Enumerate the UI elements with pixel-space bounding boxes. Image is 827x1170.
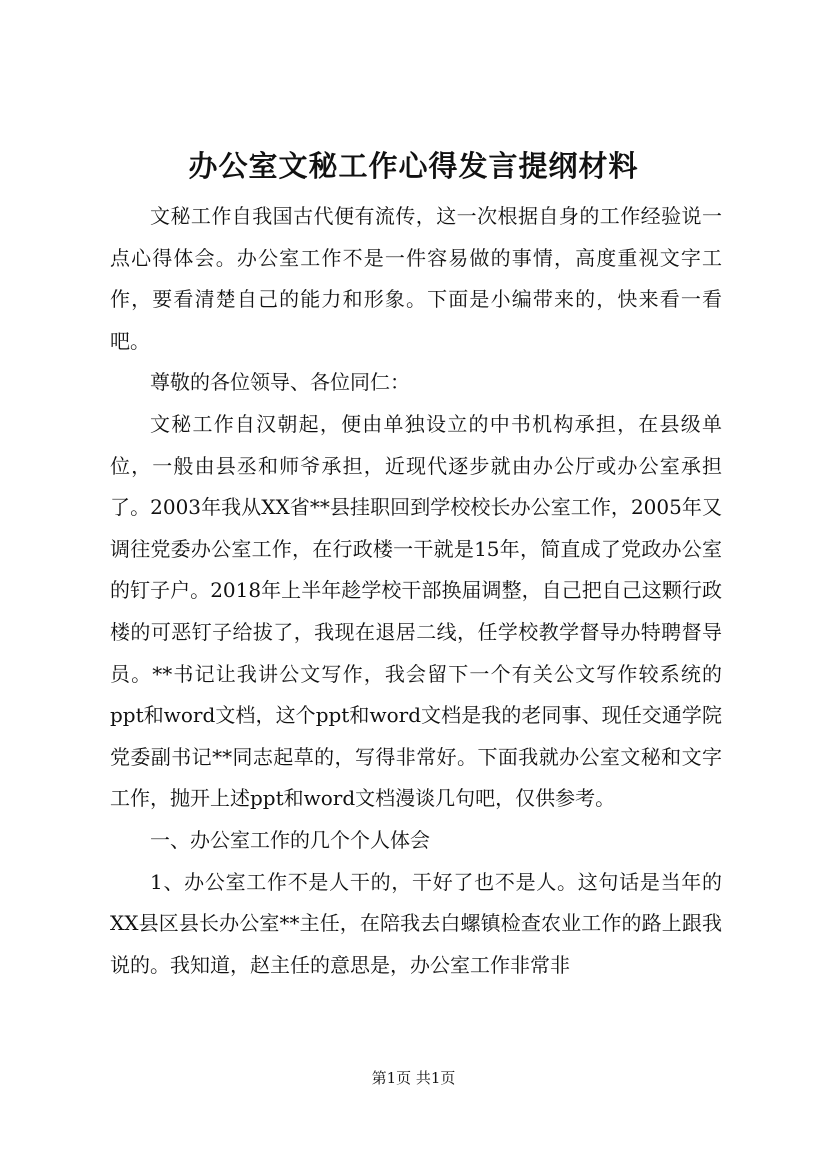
intro-paragraph: 文秘工作自我国古代便有流传，这一次根据自身的工作经验说一点心得体会。办公室工作不是一件容易做的事情，高度重视文字工作，要看清楚自己的能力和形象。下面是小编带来的，快来看一看吧。 (110, 204, 722, 353)
salutation-paragraph: 尊敬的各位领导、各位同仁： (150, 370, 410, 395)
document-title: 办公室文秘工作心得发言提纲材料 (188, 149, 639, 183)
body-paragraph: 1、办公室工作不是人干的，干好了也不是人。这句话是当年的XX县区县长办公室**主任，在陪我去白螺镇检查农业工作的路上跟我说的。我知道，赵主任的意思是，办公室工作非常非 (110, 869, 722, 977)
section-heading: 一、办公室工作的几个个人体会 (150, 827, 430, 852)
document-body (110, 196, 722, 986)
page-number-footer: 第1页 共1页 (371, 1069, 456, 1087)
body-paragraph: 文秘工作自汉朝起，便由单独设立的中书机构承担，在县级单位，一般由县丞和师爷承担，近现代逐步就由办公厅或办公室承担了。2003年我从XX省**县挂职回到学校校长办公室工作，2005年又调往党委办公室工作，在行政楼一干就是15年，简直成了党政办公室的钉子户。2018年上半年趁学校干部换届调整，自己把自己这颗行政楼的可恶钉子给拔了，我现在退居二线，任学校教学督导办特聘督导员。**书记让我讲公文写作，我会留下一个有关公文写作较系统的ppt和word文档，这个ppt和word文档是我的老同事、现任交通学院党委副书记**同志起草的，写得非常好。下面我就办公室文秘和文字工作，抛开上述ppt和word文档漫谈几句吧，仅供参考。 (110, 411, 722, 811)
